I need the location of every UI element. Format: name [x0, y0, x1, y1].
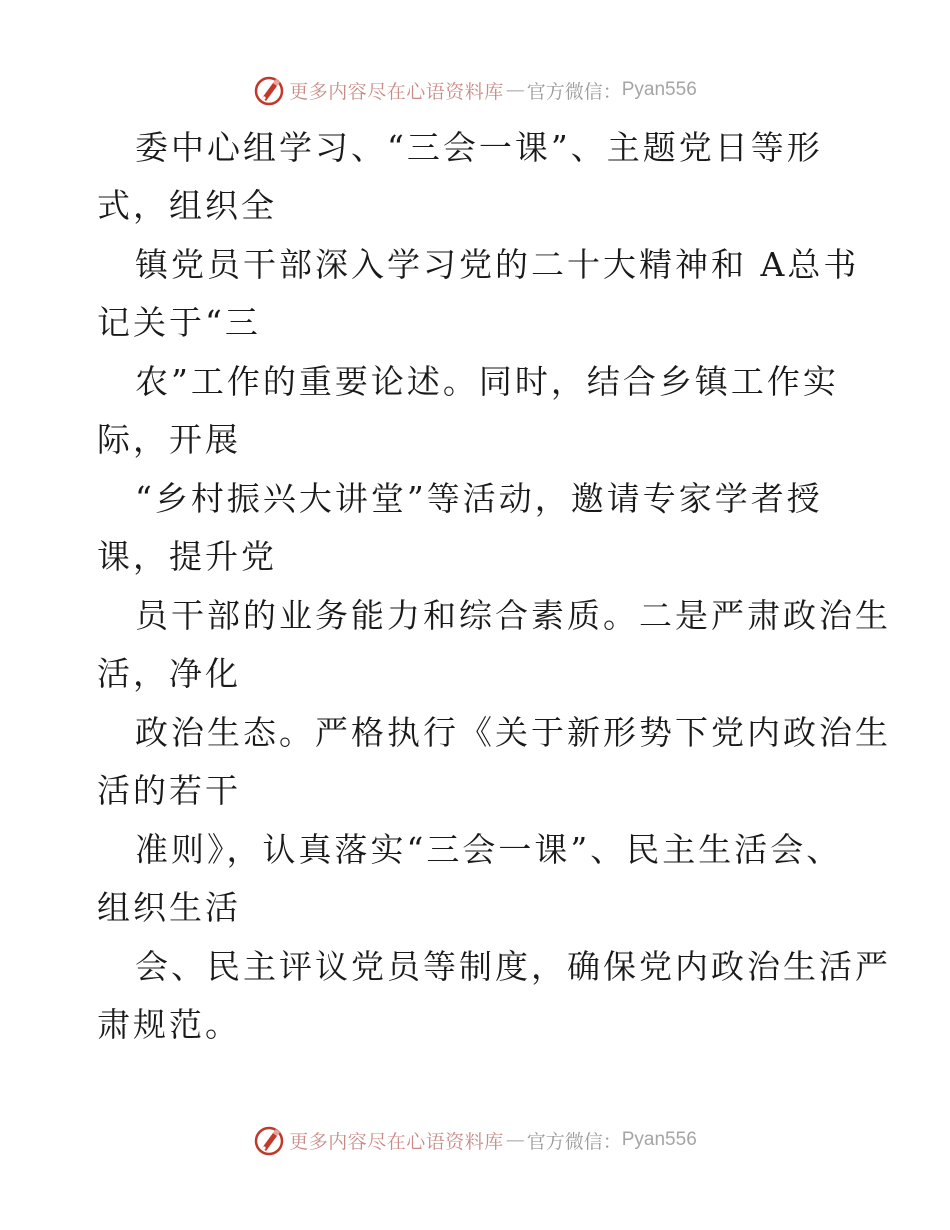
- banner-contact-id: Pyan556: [621, 1129, 697, 1150]
- banner-dash: —: [505, 79, 525, 101]
- body-line-7: “乡村振兴大讲堂”等活动，邀请专家学者授: [135, 479, 823, 518]
- body-line-1: 委中心组学习、“三会一课”、主题党日等形: [135, 128, 823, 167]
- body-line-16: 肃规范。: [97, 1005, 241, 1044]
- body-line-13: 准则》，认真落实“三会一课”、民主生活会、: [135, 830, 843, 869]
- header-watermark-banner: [0, 70, 950, 110]
- banner-contact-id: Pyan556: [621, 79, 697, 100]
- body-line-5: 农”工作的重要论述。同时，结合乡镇工作实: [135, 362, 839, 401]
- pen-nib-logo-icon: [253, 1124, 285, 1156]
- body-line-11: 政治生态。严格执行《关于新形势下党内政治生: [135, 713, 891, 752]
- banner-contact-label: 官方微信：: [526, 1130, 622, 1153]
- banner-dash: —: [505, 1129, 525, 1151]
- body-line-2: 式，组织全: [97, 186, 277, 225]
- banner-contact-label: 官方微信：: [526, 80, 622, 103]
- pen-nib-logo-icon: [253, 74, 285, 106]
- banner-main-text: 更多内容尽在心语资料库: [289, 1130, 504, 1153]
- body-line-12: 活的若干: [97, 771, 241, 810]
- body-line-15: 会、民主评议党员等制度，确保党内政治生活严: [135, 947, 891, 986]
- body-line-9: 员干部的业务能力和综合素质。二是严肃政治生: [135, 596, 891, 635]
- body-line-4: 记关于“三: [97, 303, 261, 342]
- body-line-6: 际，开展: [97, 420, 241, 459]
- body-line-14: 组织生活: [97, 888, 241, 927]
- banner-main-text: 更多内容尽在心语资料库: [289, 80, 504, 103]
- footer-watermark-banner: [0, 1120, 950, 1160]
- body-line-8: 课，提升党: [97, 537, 277, 576]
- body-line-10: 活，净化: [97, 654, 241, 693]
- body-line-3: 镇党员干部深入学习党的二十大精神和 A总书: [135, 245, 860, 284]
